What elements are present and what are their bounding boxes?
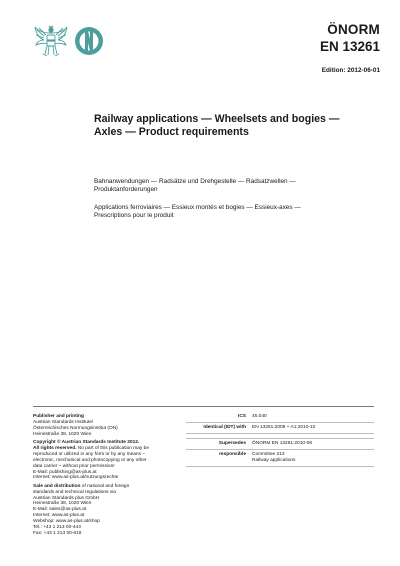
standard-org: ÖNORM — [327, 22, 380, 37]
sale-phone: Tel.: +43 1 213 00-444 — [33, 525, 81, 531]
ics-row — [186, 412, 374, 423]
sale-internet[interactable]: Internet: www.as-plus.at — [33, 513, 85, 519]
publisher-line: Österreichisches Normungsinstitut (ON) — [33, 425, 118, 431]
supersedes-value: ÖNORM EN 13261:2010-06 — [252, 440, 312, 446]
title-english: Railway applications — Wheelsets and bogies — Axles — Product requirements — [94, 113, 340, 138]
sale-bold-prefix: Sale and distribution — [33, 483, 81, 489]
copyright-first-line-rest: No part of this publication may be — [76, 445, 149, 451]
standard-number: EN 13261 — [319, 39, 380, 54]
identical-value: EN 13261:2009 + A1:2010-10 — [252, 424, 316, 430]
identical-label: Identical (IDT) with — [203, 424, 246, 430]
ics-label: ICS — [238, 413, 246, 419]
copyright-bold-prefix: All rights reserved. — [33, 445, 77, 451]
ics-value: 45.040 — [252, 413, 267, 419]
responsible-committee: Committee 213 — [252, 451, 285, 457]
footer-divider — [33, 406, 374, 407]
publisher-section — [33, 414, 183, 438]
title-french: Applications ferroviaires — Essieux montés et bogies — Essieux-axes — Prescriptions pour le produit — [94, 204, 301, 219]
standard-details — [186, 412, 374, 467]
sale-line: Heinestraße 38, 1020 Wien — [33, 501, 92, 507]
sale-first-line-rest: of national and foreign — [80, 483, 130, 489]
responsible-value — [252, 452, 374, 464]
sale-webshop[interactable]: Webshop: www.as-plus.at/shop — [33, 519, 100, 525]
responsible-row — [186, 450, 374, 467]
copyright-line: data carrier – without prior permission! — [33, 463, 115, 469]
copyright-line: reproduced or utilized in any form or by any means – — [33, 451, 145, 457]
responsible-area: Railway applications — [252, 457, 296, 463]
on-circle-logo-icon — [75, 27, 103, 55]
copyright-heading: Copyright © Austrian Standards Institute 2012. — [33, 440, 140, 446]
sale-line: Austrian Standards plus GmbH — [33, 495, 100, 501]
responsible-label: responsible — [219, 451, 246, 457]
sale-section — [33, 484, 183, 537]
austrian-eagle-icon — [35, 26, 67, 57]
copyright-line: electronic, mechanical and photocopying or any other — [33, 457, 147, 463]
publisher-line: Heinestraße 38, 1020 Wien — [33, 431, 92, 437]
standard-identifier — [320, 22, 380, 55]
copyright-internet[interactable]: Internet: www.as-plus.at/nutzungsrechte — [33, 475, 119, 481]
copyright-email[interactable]: E-Mail: publishing@as-plus.at — [33, 469, 97, 475]
sale-email[interactable]: E-Mail: sales@as-plus.at — [33, 507, 87, 513]
title-german: Bahnanwendungen — Radsätze und Drehgestelle — Radsatzwellen — Produktanforderungen — [94, 178, 296, 193]
logo-graphics — [34, 24, 106, 60]
publisher-heading: Publisher and printing — [33, 414, 84, 419]
copyright-section — [33, 440, 183, 481]
edition-date: Edition: 2012-06-01 — [321, 67, 380, 74]
publisher-info — [33, 414, 183, 539]
supersedes-label: Supersedes — [218, 440, 246, 446]
supersedes-row — [186, 439, 374, 450]
logo-group — [34, 24, 106, 60]
identical-row — [186, 423, 374, 434]
sale-line: standards and technical regulations via — [33, 489, 116, 495]
publisher-line: Austrian Standards Institute/ — [33, 419, 94, 425]
sale-fax: Fax: +43 1 213 00-818 — [33, 531, 82, 536]
